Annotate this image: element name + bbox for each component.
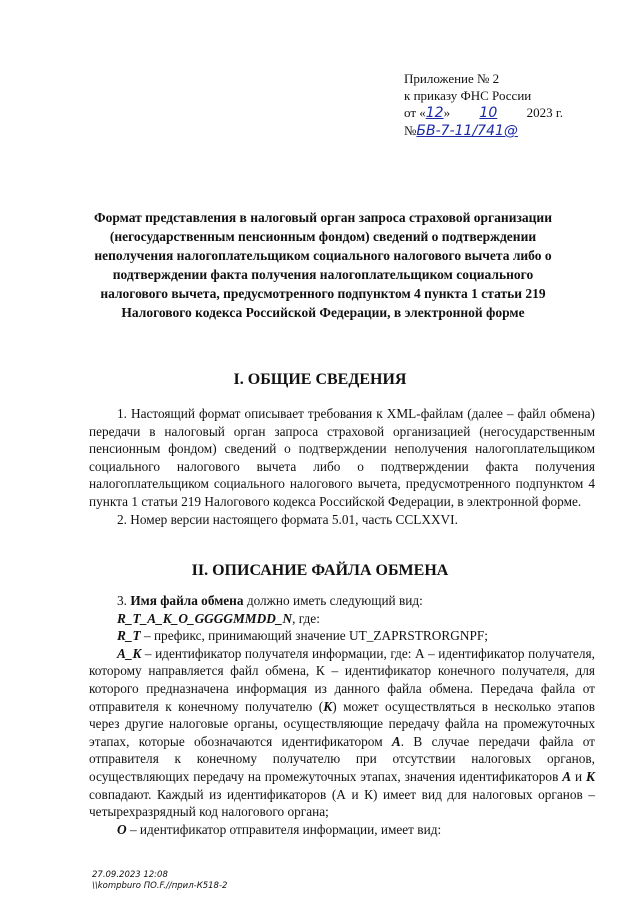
handwritten-order-number: БВ-7-11/741@ [416, 123, 518, 139]
paragraph-2: 2. Номер версии настоящего формата 5.01, часть CCLXXVI. [117, 511, 458, 527]
handwritten-month: 10 [479, 105, 498, 121]
section-general-body [89, 405, 595, 528]
section-heading-general: I. ОБЩИЕ СВЕДЕНИЯ [233, 371, 407, 388]
section-exchange-file-body [89, 592, 595, 838]
appendix-header [404, 70, 563, 140]
definition-rt: R_T – префикс, принимающий значение UT_ZAPRSTRORGNPF; [117, 628, 488, 644]
order-date: от «12» 10 2023 г. [404, 105, 563, 121]
definition-ak: A_K – идентификатор получателя информации, где: А – идентификатор получателя, которому направляется файл обмена, К – идентификатор конечного получателя, для которого предназначена информация из данного файла обмена. Передача файла от отправителя к конечному получателю (К) может осуществляться в несколько этапов через другие налоговые органы, осуществляющие передачу файла на промежуточных этапах, которые обозначаются идентификатором А. В случае передачи файла от отправителя к конечному получателю при отсутствии налоговых органов, осуществляющих передачу на промежуточных этапах, значения идентификаторов А и К совпадают. Каждый из идентификаторов (А и К) имеет вид для налоговых органов – четырехразрядный код налогового органа; [89, 645, 596, 820]
section-heading-exchange-file: II. ОПИСАНИЕ ФАЙЛА ОБМЕНА [191, 562, 449, 579]
paragraph-3: 3. Имя файла обмена должно иметь следующий вид: [117, 593, 423, 608]
handwritten-day: 12 [425, 105, 444, 121]
order-reference: к приказу ФНС России [404, 88, 532, 103]
print-footer [92, 870, 227, 892]
appendix-number: Приложение № 2 [404, 71, 500, 86]
print-timestamp: 27.09.2023 12:08 [92, 870, 168, 880]
definition-o: O – идентификатор отправителя информации, имеет вид: [117, 821, 442, 837]
paragraph-1: 1. Настоящий формат описывает требования к XML-файлам (далее – файл обмена) передачи в налоговый орган запроса страховой организацией (негосударственным пенсионным фондом) сведений о подтверждении неполучения налогоплательщиком социального налогового вычета либо о подтверждении факта получения налогоплательщиком социального налогового вычета, предусмотренного подпунктом 4 пункта 1 статьи 219 Налогового кодекса Российской Федерации, в электронной форме. [89, 406, 595, 509]
file-name-pattern: R_T_A_K_O_GGGGMMDD_N, где: [117, 610, 320, 626]
file-name-term: Имя файла обмена [130, 593, 244, 608]
document-title: Формат представления в налоговый орган запроса страховой организации (негосударственным пенсионным фондом) сведений о подтверждении неполучения налогоплательщиком социального налогового вычета либо о подтверждении факта получения налогоплательщиком социального налогового вычета, предусмотренного подпунктом 4 пункта 1 статьи 219 Налогового кодекса Российской Федерации, в электронной форме [94, 210, 552, 320]
file-path: \\kompburo ПО.F.//прил-К518-2 [92, 881, 228, 891]
order-number: №БВ-7-11/741@ [404, 123, 518, 139]
